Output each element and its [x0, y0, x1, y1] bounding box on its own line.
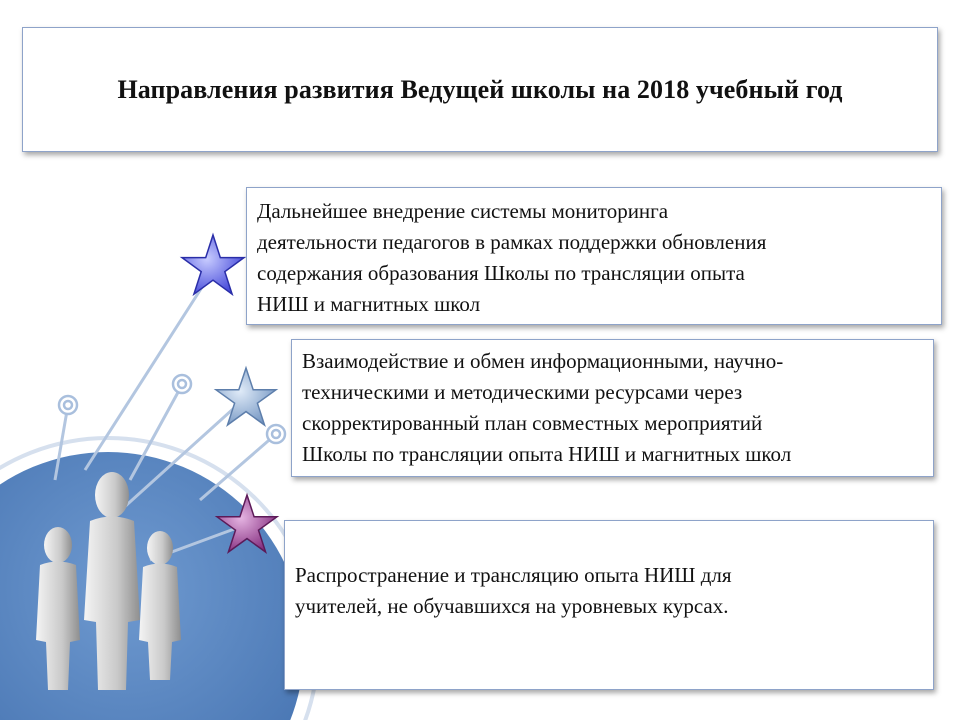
text-line: содержания образования Школы по трансляции опыта — [257, 261, 745, 285]
text-line: Взаимодействие и обмен информационными, научно- — [302, 349, 784, 373]
text-line: техническими и методическими ресурсами через — [302, 380, 743, 404]
ring-icon — [178, 380, 186, 388]
text-line: НИШ и магнитных школ — [257, 292, 481, 316]
text-box-1 — [246, 187, 942, 325]
text-box-2 — [291, 339, 934, 477]
text-line: Школы по трансляции опыта НИШ и магнитных школ — [302, 442, 792, 466]
text-line: деятельности педагогов в рамках поддержки обновления — [257, 230, 767, 254]
blue-star-icon — [182, 235, 244, 294]
text-line: Дальнейшее внедрение системы мониторинга — [257, 199, 669, 223]
title-box — [22, 27, 938, 152]
page-title: Направления развития Ведущей школы на 2018 учебный год — [117, 74, 843, 104]
ring-icon — [64, 401, 72, 409]
text-line: Распространение и трансляцию опыта НИШ для — [295, 563, 732, 587]
ring-icon — [272, 430, 280, 438]
text-box-3 — [284, 520, 934, 690]
text-line: скорректированный план совместных мероприятий — [302, 411, 763, 435]
text-line: учителей, не обучавшихся на уровневых курсах. — [295, 594, 729, 618]
